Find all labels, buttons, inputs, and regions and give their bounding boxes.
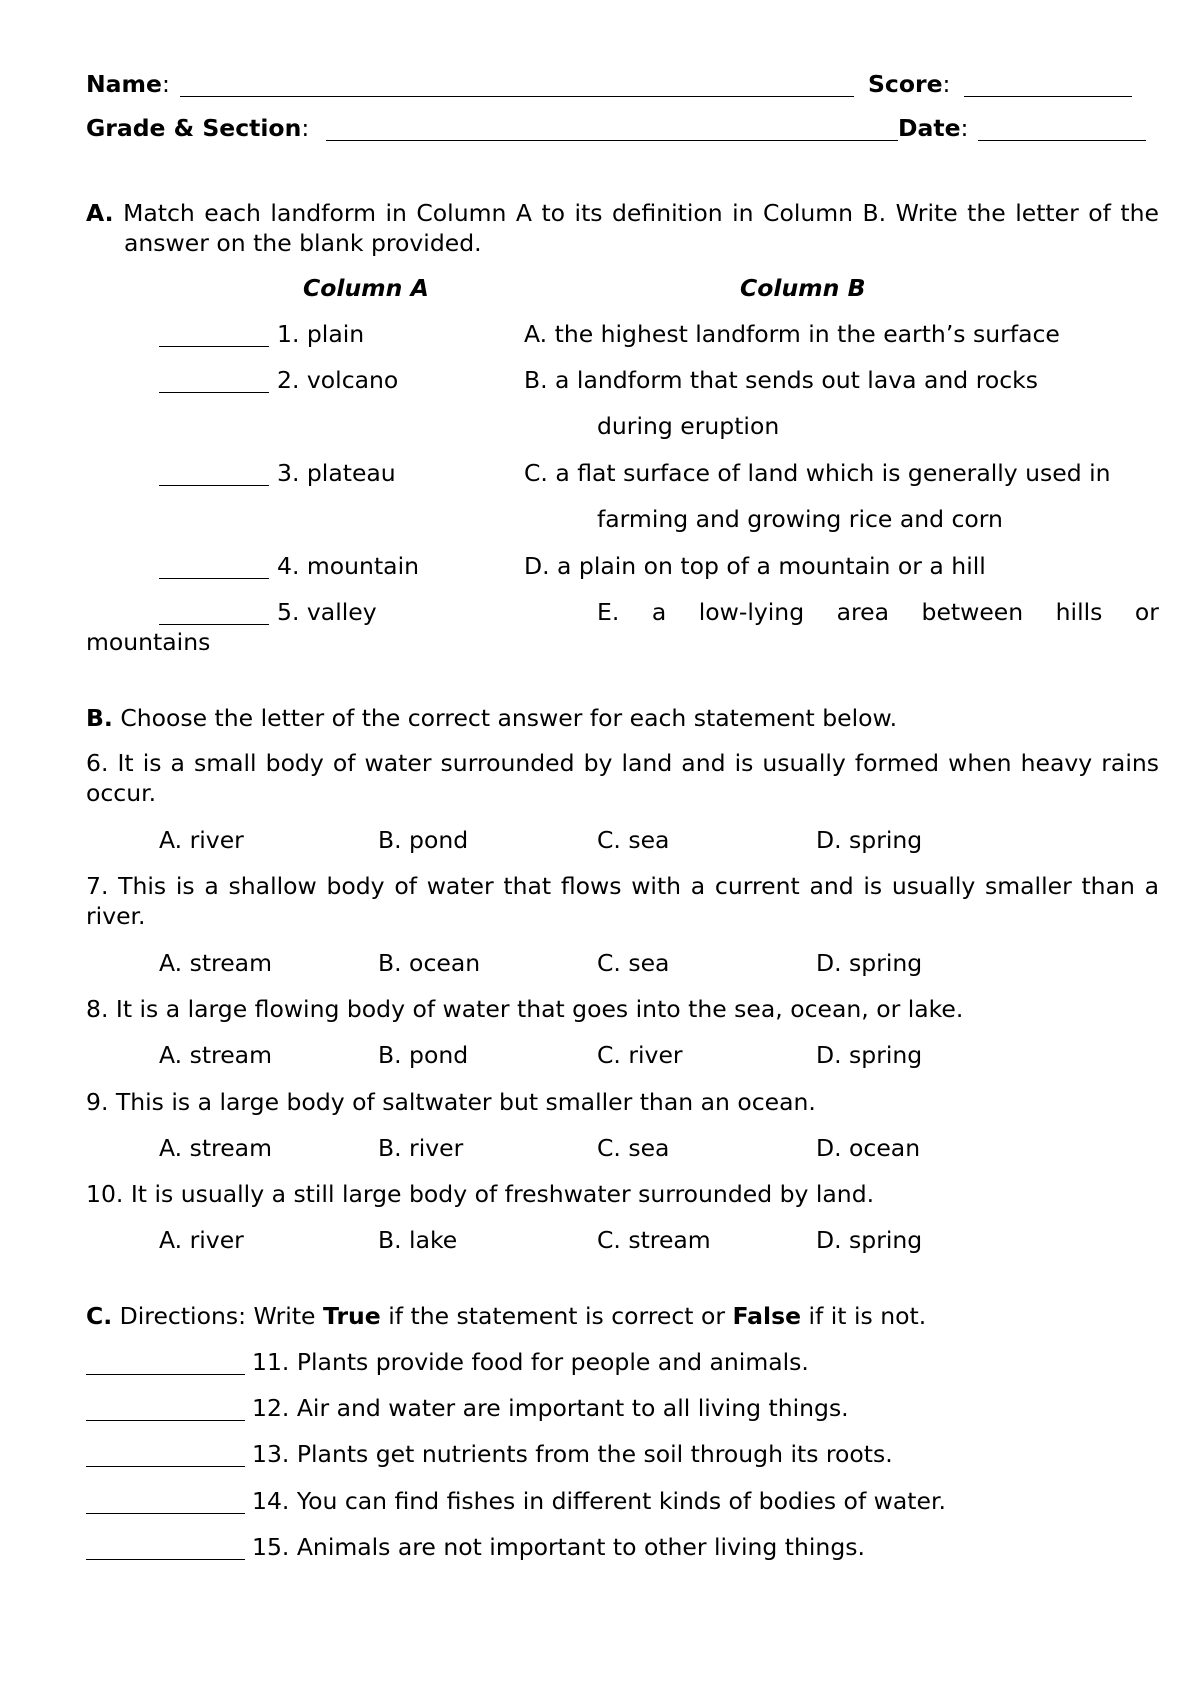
question-9: 9. This is a large body of saltwater but smaller than an ocean. bbox=[86, 1088, 816, 1116]
date-label: Date: bbox=[898, 114, 969, 142]
choice[interactable]: B. river bbox=[378, 1134, 464, 1162]
section-a-instruction: A. Match each landform in Column A to its definition in Column B. Write the letter of the answer on the blank provided. bbox=[86, 199, 1159, 257]
definition-a: A. the highest landform in the earth’s surface bbox=[524, 320, 1060, 348]
definition-d: D. a plain on top of a mountain or a hill bbox=[524, 552, 986, 580]
choice[interactable]: D. spring bbox=[816, 1226, 923, 1254]
definition-b-continued: during eruption bbox=[597, 412, 780, 440]
statement-14: 14. You can find fishes in different kinds of bodies of water. bbox=[252, 1487, 946, 1515]
true-false-blank-15[interactable] bbox=[86, 1559, 245, 1560]
statement-12: 12. Air and water are important to all living things. bbox=[252, 1394, 849, 1422]
choice[interactable]: A. river bbox=[159, 826, 244, 854]
true-false-blank-14[interactable] bbox=[86, 1513, 245, 1514]
true-false-blank-12[interactable] bbox=[86, 1420, 245, 1421]
choice[interactable]: A. stream bbox=[159, 1041, 272, 1069]
choice[interactable]: C. river bbox=[597, 1041, 683, 1069]
question-8: 8. It is a large flowing body of water that goes into the sea, ocean, or lake. bbox=[86, 995, 964, 1023]
choice[interactable]: B. ocean bbox=[378, 949, 481, 977]
statement-11: 11. Plants provide food for people and animals. bbox=[252, 1348, 809, 1376]
choice[interactable]: C. sea bbox=[597, 826, 670, 854]
choice[interactable]: B. pond bbox=[378, 1041, 469, 1069]
section-b-instruction: B. Choose the letter of the correct answer for each statement below. bbox=[86, 704, 898, 732]
column-a-heading: Column A bbox=[303, 274, 429, 302]
choice[interactable]: D. spring bbox=[816, 949, 923, 977]
choice[interactable]: B. pond bbox=[378, 826, 469, 854]
choice[interactable]: D. ocean bbox=[816, 1134, 921, 1162]
answer-blank-4[interactable] bbox=[159, 578, 269, 579]
question-6: 6. It is a small body of water surrounded by land and is usually formed when heavy rains occur. bbox=[86, 749, 1159, 807]
definition-e: E. a low-lying area between hills or bbox=[597, 598, 1159, 626]
choice[interactable]: C. sea bbox=[597, 949, 670, 977]
choice[interactable]: C. sea bbox=[597, 1134, 670, 1162]
matching-item: 5. valley bbox=[277, 598, 377, 626]
question-10: 10. It is usually a still large body of freshwater surrounded by land. bbox=[86, 1180, 875, 1208]
statement-15: 15. Animals are not important to other living things. bbox=[252, 1533, 865, 1561]
matching-item: 3. plateau bbox=[277, 459, 396, 487]
grade-section-blank[interactable] bbox=[326, 140, 898, 141]
matching-item: 4. mountain bbox=[277, 552, 419, 580]
choice[interactable]: A. river bbox=[159, 1226, 244, 1254]
question-7: 7. This is a shallow body of water that flows with a current and is usually smaller than a river. bbox=[86, 872, 1159, 930]
true-false-blank-13[interactable] bbox=[86, 1466, 245, 1467]
name-blank[interactable] bbox=[180, 96, 854, 97]
matching-item: 2. volcano bbox=[277, 366, 399, 394]
choice[interactable]: D. spring bbox=[816, 1041, 923, 1069]
definition-e-continued: mountains bbox=[86, 628, 211, 656]
answer-blank-1[interactable] bbox=[159, 346, 269, 347]
choice[interactable]: A. stream bbox=[159, 1134, 272, 1162]
choice[interactable]: A. stream bbox=[159, 949, 272, 977]
score-blank[interactable] bbox=[964, 96, 1132, 97]
answer-blank-3[interactable] bbox=[159, 485, 269, 486]
column-b-heading: Column B bbox=[740, 274, 866, 302]
answer-blank-5[interactable] bbox=[159, 624, 269, 625]
choice[interactable]: D. spring bbox=[816, 826, 923, 854]
score-label: Score: bbox=[868, 70, 951, 98]
choice[interactable]: C. stream bbox=[597, 1226, 711, 1254]
matching-item: 1. plain bbox=[277, 320, 365, 348]
answer-blank-2[interactable] bbox=[159, 392, 269, 393]
definition-c: C. a flat surface of land which is generally used in bbox=[524, 459, 1111, 487]
true-false-blank-11[interactable] bbox=[86, 1374, 245, 1375]
date-blank[interactable] bbox=[978, 140, 1146, 141]
definition-b: B. a landform that sends out lava and rocks bbox=[524, 366, 1038, 394]
definition-c-continued: farming and growing rice and corn bbox=[597, 505, 1003, 533]
name-label: Name: bbox=[86, 70, 170, 98]
grade-section-label: Grade & Section: bbox=[86, 114, 310, 142]
statement-13: 13. Plants get nutrients from the soil through its roots. bbox=[252, 1440, 893, 1468]
choice[interactable]: B. lake bbox=[378, 1226, 458, 1254]
section-c-instruction: C. Directions: Write True if the statement is correct or False if it is not. bbox=[86, 1302, 927, 1330]
